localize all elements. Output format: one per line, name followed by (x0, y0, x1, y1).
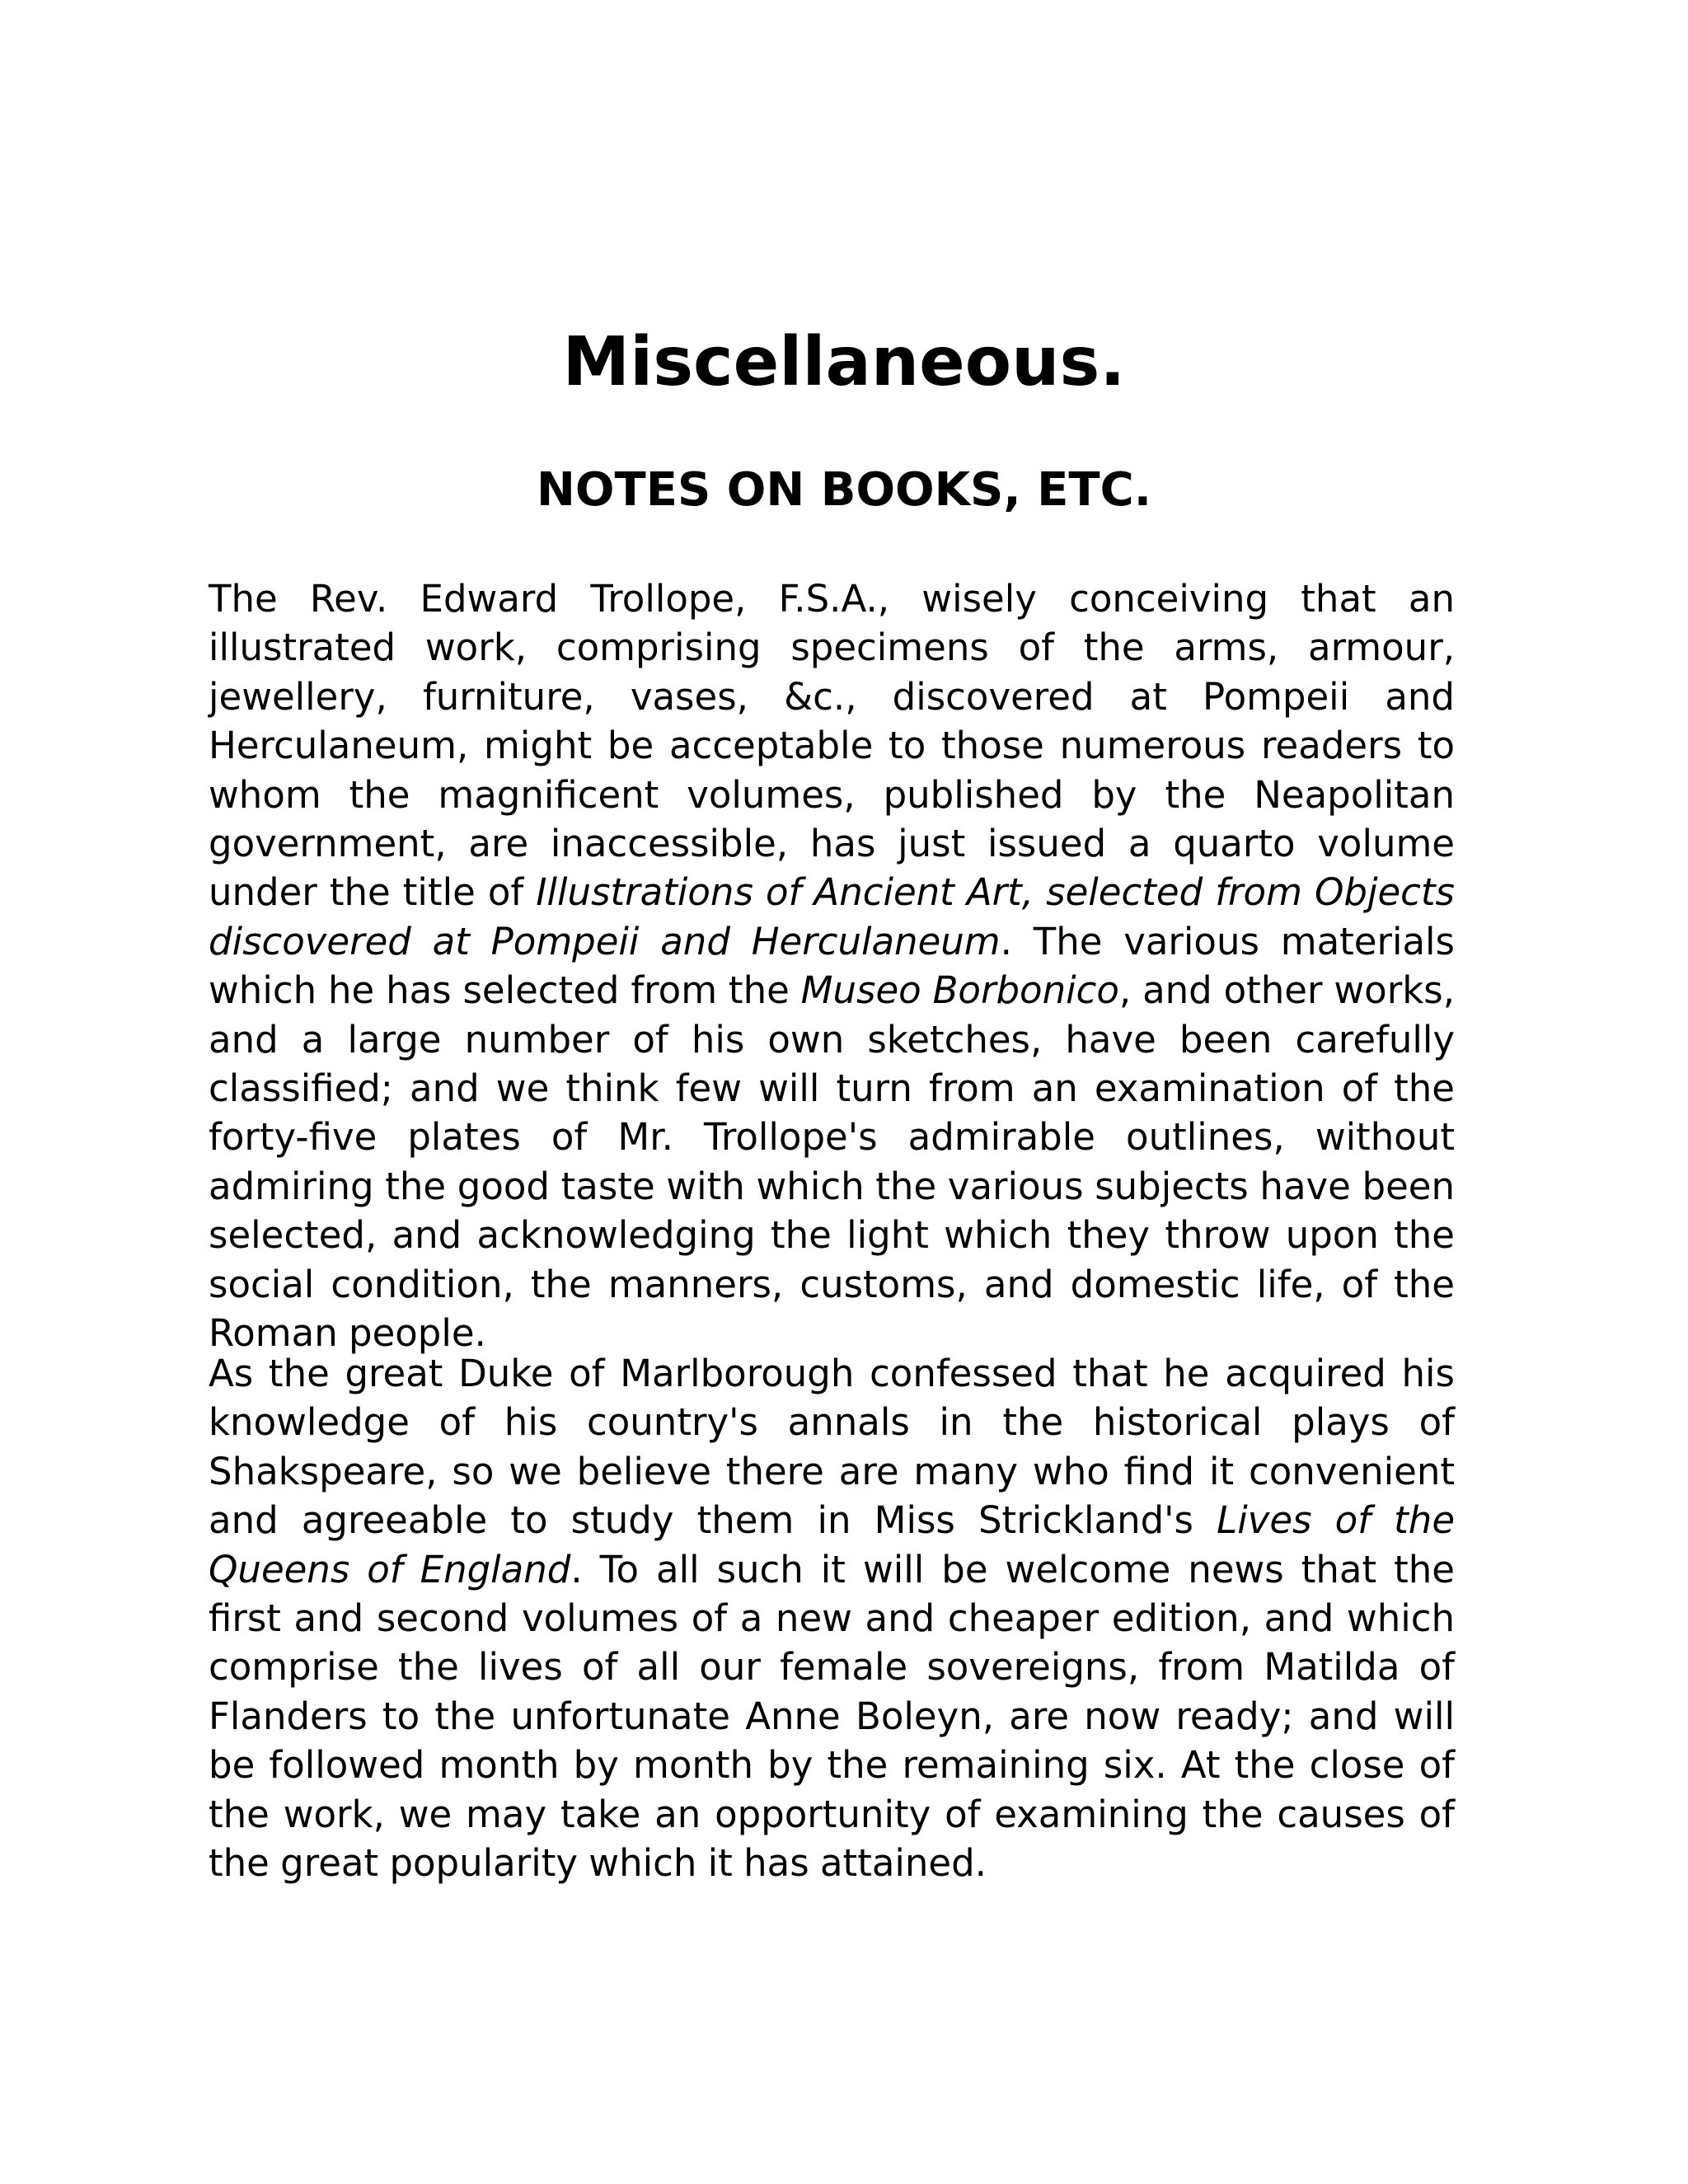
paragraph-trollope (209, 574, 1455, 1358)
paragraph-text: As the great Duke of Marlborough confessed that he acquired his knowledge of his country's annals in the historical plays of Shakspeare, so we believe there are many who find it convenient and agreeable to study them in Miss Strickland's (209, 1352, 1455, 1543)
paragraph-text: The Rev. Edward Trollope, F.S.A., wisely conceiving that an illustrated work, comprising specimens of the arms, armour, jewellery, furniture, vases, &c., discovered at Pompeii and Herculaneum, might be acceptable to those numerous readers to whom the magnificent volumes, published by the Neapolitan government, are inaccessible, has just issued a quarto volume under the title of (209, 577, 1455, 915)
paragraph-text: , and other works, and a large number of his own sketches, have been carefully classified; and we think few will turn from an examination of the forty-five plates of Mr. Trollope's admirable outlines, without admiring the good taste with which the various subjects have been selected, and acknowledging the light which they throw upon the social condition, the manners, customs, and domestic life, of the Roman people. (209, 968, 1456, 1356)
museum-name-italic: Museo Borbonico (800, 968, 1119, 1013)
book-title-italic: Lives of the Queens of England (209, 1498, 1456, 1591)
paragraph-text: . The various materials which he has selected from the (209, 919, 1455, 1013)
section-heading: NOTES ON BOOKS, ETC. (537, 463, 1151, 517)
book-title-italic: Illustrations of Ancient Art, selected from Objects discovered at Pompeii and Herculaneum (209, 870, 1455, 963)
paragraph-strickland (209, 1349, 1455, 1887)
page-title: Miscellaneous. (562, 323, 1126, 401)
paragraph-text: . To all such it will be welcome news that the first and second volumes of a new and cheaper edition, and which comprise the lives of all our female sovereigns, from Matilda of Flanders to the unfortunate Anne Boleyn, are now ready; and will be followed month by month by the remaining six. At the close of the work, we may take an opportunity of examining the causes of the great popularity which it has attained. (209, 1547, 1455, 1886)
